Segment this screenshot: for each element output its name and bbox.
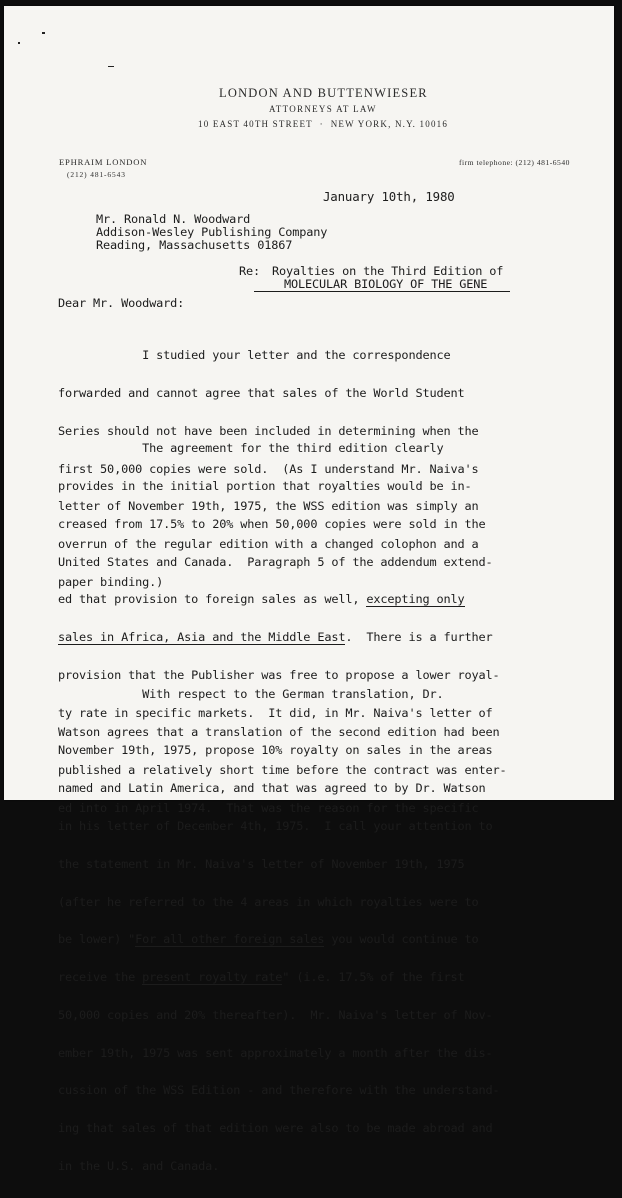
re-line-2-text: MOLECULAR BIOLOGY OF THE GENE — [284, 277, 488, 291]
firm-name: LONDON AND BUTTENWIESER — [219, 86, 428, 100]
stray-mark — [108, 66, 114, 67]
paragraph-line: ed into in April 1974. That was the reason for the specific — [58, 800, 479, 815]
paragraph-line — [58, 631, 500, 644]
paragraph-line: creased from 17.5% to 20% when 50,000 copies were sold in the — [58, 516, 486, 531]
re-prefix: Re: — [239, 264, 261, 278]
text-run: . There is a further — [345, 630, 493, 645]
letter-page — [4, 6, 614, 1174]
letter-date: January 10th, 1980 — [323, 189, 455, 204]
recipient-city: Reading, Massachusetts 01867 — [96, 238, 293, 252]
paragraph-line — [58, 593, 500, 606]
paragraph-line: The agreement for the third edition clearly — [58, 441, 444, 456]
paragraph-line: ember 19th, 1975 was sent approximately a month after the dis- — [58, 1045, 493, 1060]
paragraph-line — [58, 933, 500, 946]
paragraph-line: United States and Canada. Paragraph 5 of the addendum extend- — [58, 554, 493, 569]
paragraph-line: first 50,000 copies were sold. (As I understand Mr. Naiva's — [58, 461, 479, 476]
stray-mark — [42, 32, 45, 34]
underlined-phrase: sales in Africa, Asia and the Middle East — [58, 630, 346, 645]
paragraph-line: in his letter of December 4th, 1975. I call your attention to — [58, 819, 493, 833]
text-run: you would continue to — [324, 932, 479, 947]
attorney-name: EPHRAIM LONDON — [59, 157, 148, 167]
paragraph-line: November 19th, 1975, propose 10% royalty on sales in the areas — [58, 743, 493, 758]
paragraph-line: 50,000 copies and 20% thereafter). Mr. Naiva's letter of Nov- — [58, 1007, 493, 1022]
firm-address: 10 EAST 40TH STREET · NEW YORK, N.Y. 10016 — [198, 119, 449, 129]
recipient-company: Addison-Wesley Publishing Company — [96, 225, 328, 239]
paragraph-3 — [58, 663, 507, 839]
paragraph-line: letter of November 19th, 1975, the WSS edition was simply an — [58, 499, 479, 514]
paragraph-line: ing that sales of that edition were also to be made abroad and — [58, 1121, 493, 1136]
stray-mark — [18, 42, 20, 44]
paragraph-line: paper binding.) — [58, 574, 164, 589]
attorney-phone: (212) 481-6543 — [67, 170, 126, 179]
paragraph-line: (after he referred to the 4 areas in which royalties were to — [58, 894, 479, 909]
paragraph-line: overrun of the regular edition with a changed colophon and a — [58, 537, 479, 552]
paragraph-line: published a relatively short time before the contract was enter- — [58, 762, 507, 777]
paragraph-line: in the U.S. and Canada. — [58, 1159, 220, 1174]
paragraph-line — [58, 971, 500, 984]
underlined-phrase: For all other foreign sales — [135, 932, 325, 947]
paragraph-line: I studied your letter and the correspondence — [58, 348, 451, 363]
text-run: receive the — [58, 970, 143, 985]
paragraph-line: the statement in Mr. Naiva's letter of November 19th, 1975 — [58, 856, 465, 871]
paragraph-line: provision that the Publisher was free to propose a lower royal- — [58, 667, 500, 682]
paragraph-line: named and Latin America, and that was agreed to by Dr. Watson — [58, 781, 486, 796]
paragraph-line: cussion of the WSS Edition - and therefore with the understand- — [58, 1083, 500, 1098]
firm-phone: firm telephone: (212) 481-6540 — [459, 158, 570, 167]
paragraph-line: provides in the initial portion that royalties would be in- — [58, 478, 472, 493]
recipient-name: Mr. Ronald N. Woodward — [96, 212, 251, 226]
firm-subtitle: ATTORNEYS AT LAW — [269, 104, 377, 114]
underlined-phrase: excepting only — [366, 592, 465, 607]
text-run: be lower) " — [58, 932, 136, 947]
paragraph-line: Watson agrees that a translation of the second edition had been — [58, 724, 500, 739]
paragraph-line: ty rate in specific markets. It did, in Mr. Naiva's letter of — [58, 705, 493, 720]
re-line-2 — [254, 278, 510, 292]
salutation: Dear Mr. Woodward: — [58, 296, 185, 310]
paragraph-line: forwarded and cannot agree that sales of the World Student — [58, 385, 465, 400]
re-line-1: Royalties on the Third Edition of — [272, 264, 504, 278]
text-run: ed that provision to foreign sales as well, — [58, 592, 367, 607]
text-run: " (i.e. 17.5% of the first — [282, 970, 465, 985]
paragraph-line: With respect to the German translation, Dr. — [58, 687, 444, 702]
underlined-phrase: present royalty rate — [142, 970, 283, 985]
paragraph-line: Series should not have been included in determining when the — [58, 423, 479, 438]
